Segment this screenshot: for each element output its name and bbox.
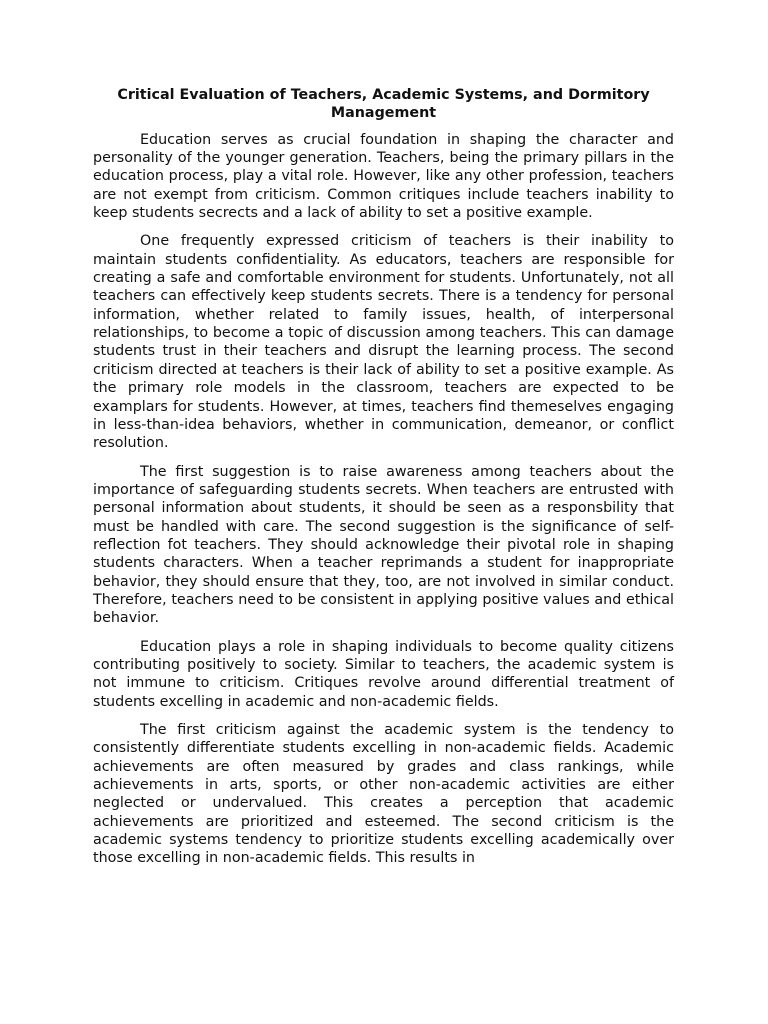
- paragraph-1: Education serves as crucial foundation in shaping the character and personality of the younger generation. Teachers, being the primary pillars in the education process, play a vital role. However, like any other profession, teachers are not exempt from criticism. Common critiques include teachers inability to keep students secrects and a lack of ability to set a positive example.: [93, 131, 674, 222]
- paragraph-4: Education plays a role in shaping individuals to become quality citizens contributing positively to society. Similar to teachers, the academic system is not immune to criticism. Critiques revolve around differential treatment of students excelling in academic and non-academic fields.: [93, 638, 674, 710]
- paragraph-2: One frequently expressed criticism of teachers is their inability to maintain students confidentiality. As educators, teachers are responsible for creating a safe and comfortable environment for students. Unfortunately, not all teachers can effectively keep students secrets. There is a tendency for personal information, whether related to family issues, health, of interpersonal relationships, to become a topic of discussion among teachers. This can damage students trust in their teachers and disrupt the learning process. The second criticism directed at teachers is their lack of ability to set a positive example. As the primary role models in the classroom, teachers are expected to be examplars for students. However, at times, teachers find themeselves engaging in less-than-idea behaviors, whether in communication, demeanor, or conflict resolution.: [93, 233, 674, 452]
- paragraph-3: The first suggestion is to raise awareness among teachers about the importance of safeguarding students secrets. When teachers are entrusted with personal information about students, it should be seen as a responsbility that must be handled with care. The second suggestion is the significance of self-reflection fot teachers. They should acknowledge their pivotal role in shaping students characters. When a teacher reprimands a student for inappropriate behavior, they should ensure that they, too, are not involved in similar conduct. Therefore, teachers need to be consistent in applying positive values and ethical behavior.: [93, 463, 674, 627]
- document-title: Critical Evaluation of Teachers, Academic Systems, and Dormitory Management: [117, 87, 650, 122]
- document-body: [93, 86, 674, 878]
- paragraph-5: The first criticism against the academic system is the tendency to consistently differentiate students excelling in non-academic fields. Academic achievements are often measured by grades and class rankings, while achievements in arts, sports, or other non-academic activities are either neglected or undervalued. This creates a perception that academic achievements are prioritized and esteemed. The second criticism is the academic systems tendency to prioritize students excelling academically over those excelling in non-academic fields. This results in: [93, 722, 674, 867]
